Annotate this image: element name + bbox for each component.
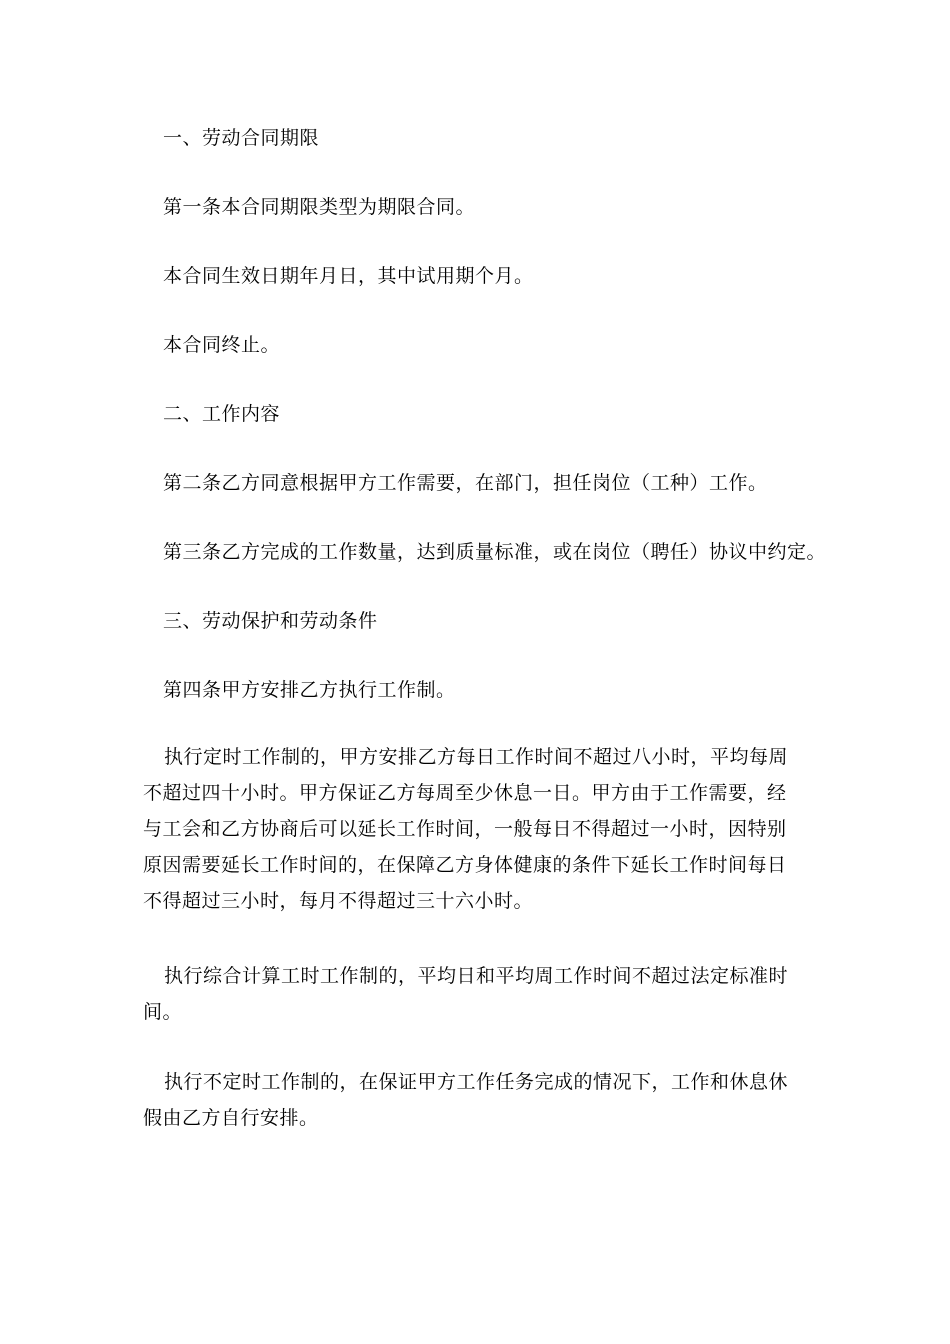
termination-line: 本合同终止。 — [163, 334, 281, 356]
effective-date-line: 本合同生效日期年月日，其中试用期个月。 — [163, 265, 534, 287]
flexible-hours-paragraph: 执行不定时工作制的，在保证甲方工作任务完成的情况下，工作和休息休假由乙方自行安排。 — [143, 1071, 789, 1129]
section-heading-2: 二、工作内容 — [163, 403, 281, 425]
section-heading-3: 三、劳动保护和劳动条件 — [163, 610, 378, 632]
article-3: 第三条乙方完成的工作数量，达到质量标准，或在岗位（聘任）协议中约定。 — [163, 541, 827, 563]
article-4: 第四条甲方安排乙方执行工作制。 — [163, 679, 456, 701]
article-1: 第一条本合同期限类型为期限合同。 — [163, 196, 476, 218]
section-heading-1: 一、劳动合同期限 — [163, 127, 320, 149]
comprehensive-hours-paragraph: 执行综合计算工时工作制的，平均日和平均周工作时间不超过法定标准时间。 — [143, 965, 789, 1023]
article-2: 第二条乙方同意根据甲方工作需要，在部门，担任岗位（工种）工作。 — [163, 472, 768, 494]
fixed-hours-paragraph: 执行定时工作制的，甲方安排乙方每日工作时间不超过八小时，平均每周不超过四十小时。甲方保证乙方每周至少休息一日。甲方由于工作需要，经与工会和乙方协商后可以延长工作时间，一般每日不得超过一小时，因特别原因需要延长工作时间的，在保障乙方身体健康的条件下延长工作时间每日不得超过三小时，每月不得超过三十六小时。 — [143, 746, 789, 912]
